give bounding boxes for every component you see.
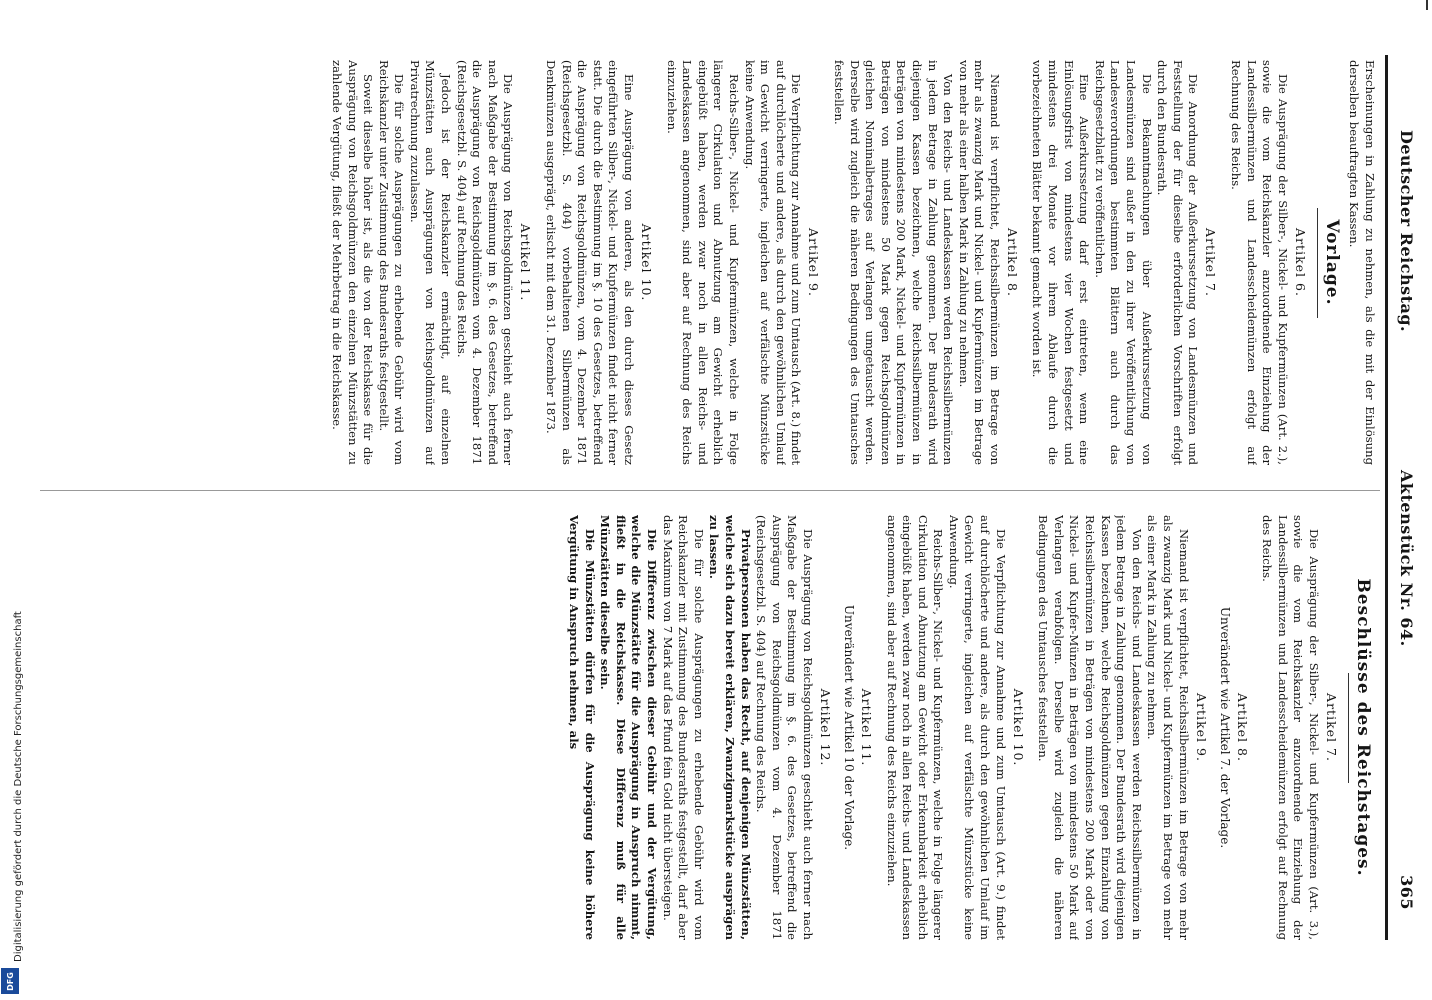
header-rule bbox=[1385, 55, 1388, 940]
article-paragraph: Von den Reichs- und Landeskassen werden Reichssilbermünzen in jedem Betrage in Zahlung genommen. Der Bundesrath wird diejenigen Kassen bezeichnen, welche Reichsgoldmünzen gegen Einzahlung von Reichssilbermünzen in Beträgen von mindestens 200 Mark oder von Nickel- und Kupfer-Münzen in Beträgen von mindestens 50 Mark auf Verlangen verabfolgen. Derselbe wird zugleich die näheren Bedingungen des Umtausches feststellen. bbox=[1036, 515, 1144, 940]
article-heading: Artikel 11. bbox=[858, 688, 874, 767]
article-paragraph: Reichs-Silber-, Nickel- und Kupfermünzen, welche in Folge längerer Cirkulation und Abnutzung am Gewicht erheblich eingebüßt haben, werden zwar noch in allen Reichs- und Landeskassen angenommen, sind aber auf Rechnung des Reichs einzuziehen. bbox=[664, 60, 741, 465]
left-title-rule bbox=[1317, 208, 1318, 318]
article-paragraph: Die Ausprägung der Silber-, Nickel- und Kupfermünzen (Art. 2.), sowie die vom Reichskanzler anzuordnende Einziehung der Landessilbermünzen und Landesscheidemünzen erfolgt auf Rechnung des Reichs. bbox=[1229, 60, 1290, 465]
article-paragraph: Die Verpflichtung zur Annahme und zum Umtausch (Art. 8.) findet auf durchlöcherte und andere, als durch den gewöhnlichen Umlauf im Gewicht verringerte, ingleichen auf verfälschte Münzstücke keine Anwendung. bbox=[742, 60, 804, 465]
left-articles bbox=[328, 60, 1307, 465]
article-heading: Artikel 6. bbox=[1292, 228, 1308, 297]
article-heading: Artikel 7. bbox=[1203, 228, 1219, 297]
article-paragraph: Soweit dieselbe höher ist, als die von der Reichskasse für die Ausprägung von Reichsgoldmünzen den einzelnen Münzstätten zu zahlende Vergütung, fließt der Mehrbetrag in die Reichskasse. bbox=[329, 60, 376, 465]
article-paragraph: Die Ausprägung von Reichsgoldmünzen geschieht auch ferner nach Maßgabe der Bestimmung im §. 6. des Gesetzes, betreffend die Ausprägung von Reichsgoldmünzen vom 4. Dezember 1871 (Reichsgesetzbl. S. 404) auf Rechnung des Reichs. bbox=[754, 515, 815, 940]
left-intro: Erscheinungen in Zahlung zu nehmen, als die mit der Einlösung derselben beauftragten Kassen. bbox=[1347, 60, 1377, 465]
article-paragraph: Eine Ausprägung von anderen, als den durch dieses Gesetz eingeführten Silber-, Nickel- und Kupfermünzen findet nicht ferner statt. Die durch die Bestimmung im §. 10 des Gesetzes, betreffend die Ausprägung von Reichsgoldmünzen, vom 4. Dezember 1871 (Reichsgesetzbl. S. 404) vorbehaltenen Silbermünzen als Denkmünzen ausgeprägt, erlischt mit dem 31. Dezember 1873. bbox=[544, 60, 637, 465]
article-heading: Artikel 9. bbox=[1193, 693, 1209, 762]
article-paragraph: Eine Außerkurssetzung darf erst eintreten, wenn eine Einlösungsfrist von mindestens vier Wochen festgesetzt und mindestens drei Monate vor ihrem Ablaufe durch die vorbezeichneten Blätter bekannt gemacht worden ist. bbox=[1030, 60, 1092, 465]
article-paragraph: Die Bekanntmachungen über Außerkurssetzung von Landesmünzen sind außer in den zu ihrer Veröffentlichung von Landesverordnungen bestimmten Blättern auch durch das Reichsgesetzblatt zu veröffentlichen. bbox=[1092, 60, 1154, 465]
page-number: 365 bbox=[1397, 875, 1416, 910]
dfg-logo-text: DFG bbox=[5, 971, 15, 991]
footer-strip bbox=[0, 0, 24, 1000]
article-paragraph: Privatpersonen haben das Recht, auf denjenigen Münzstätten, welche sich dazu bereit erklären, Zwanzigmarkstücke ausprägen zu lassen. bbox=[707, 515, 753, 940]
article-paragraph: Die Verpflichtung zur Annahme und zum Umtausch (Art. 9.) findet auf durchlöcherte und andere, als durch den gewöhnlichen Umlauf im Gewicht verringerte, ingleichen auf verfälschte Münzstücke keine Anwendung. bbox=[946, 515, 1008, 940]
column-vorlage bbox=[40, 60, 1377, 465]
article-heading: Artikel 10. bbox=[1010, 688, 1026, 767]
article-paragraph: Niemand ist verpflichtet, Reichssilbermünzen im Betrage von mehr als zwanzig Mark und Nickel- und Kupfermünzen im Betrage von mehr als einer halben Mark in Zahlung zu nehmen. bbox=[956, 60, 1002, 465]
header-left: Deutscher Reichstag. bbox=[1397, 130, 1416, 333]
article-paragraph: Reichs-Silber-, Nickel- und Kupfermünzen, welche in Folge längerer Cirkulation und Abnutzung am Gewicht oder Erkennbarkeit erheblich eingebüßt haben, werden zwar noch in allen Reichs- und Landeskassen angenommen, sind aber auf Rechnung des Reichs einzuziehen. bbox=[884, 515, 946, 940]
scan-mark bbox=[1426, 0, 1428, 10]
article-heading: Artikel 8. bbox=[1004, 228, 1020, 297]
right-column-title: Beschlüsse des Reichstages. bbox=[1353, 578, 1373, 877]
header-center: Aktenstück Nr. 64. bbox=[1397, 470, 1416, 647]
article-heading: Artikel 10. bbox=[639, 223, 655, 302]
article-paragraph: Unverändert wie Artikel 10 der Vorlage. bbox=[841, 604, 856, 851]
article-heading: Artikel 12. bbox=[817, 688, 833, 767]
article-paragraph: Jedoch ist der Reichskanzler ermächtigt, auf einzelnen Münzstätten auch Ausprägungen von Reichsgoldmünzen auf Privatrechnung zuzulassen. bbox=[407, 60, 454, 465]
article-heading: Artikel 9. bbox=[806, 228, 822, 297]
left-column-title: Vorlage. bbox=[1321, 219, 1342, 306]
article-heading: Artikel 8. bbox=[1234, 693, 1250, 762]
column-divider bbox=[40, 490, 1380, 491]
article-paragraph: Die Münzstätten dürfen für die Ausprägung keine höhere Vergütung in Anspruch nehmen, als bbox=[567, 515, 597, 940]
article-heading: Artikel 7. bbox=[1324, 693, 1339, 762]
column-beschluesse bbox=[40, 515, 1377, 940]
article-paragraph: Die Ausprägung der Silber-, Nickel- und Kupfermünzen (Art. 3.), sowie die vom Reichskanzler anzuordnende Einziehung der Landessilbermünzen und Landesscheidemünzen erfolgt auf Rechnung des Reichs. bbox=[1260, 515, 1321, 940]
article-paragraph: Von den Reichs- und Landeskassen werden Reichssilbermünzen in jedem Betrage in Zahlung genommen. Der Bundesrath wird diejenigen Kassen bezeichnen, welche Reichssilbermünzen in Beträgen von mindestens 200 Mark, Nickel- und Kupfermünzen in Beträgen von mindestens 50 Mark gegen Reichsgoldmünzen gleichen Nominalbetrages auf Verlangen umgetauscht werden. Derselbe wird zugleich die näheren Bedingungen des Umtausches feststellen. bbox=[831, 60, 956, 465]
article-heading: Artikel 11. bbox=[518, 223, 534, 302]
article-paragraph: Die Anordnung der Außerkurssetzung von Landesmünzen und Feststellung der für dieselbe erforderlichen Vorschriften erfolgt durch den Bundesrath. bbox=[1155, 60, 1201, 465]
article-paragraph: Die für solche Ausprägungen zu erhebende Gebühr wird vom Reichskanzler mit Zustimmung des Bundesraths festgestellt, darf aber das Maximum von 7 Mark auf das Pfund fein Gold nicht übersteigen. bbox=[660, 515, 706, 940]
right-title-rule bbox=[1348, 673, 1349, 783]
right-articles bbox=[565, 515, 1339, 940]
article-paragraph: Die Ausprägung von Reichsgoldmünzen geschieht auch ferner nach Maßgabe der Bestimmung im §. 6. des Gesetzes, betreffend die Ausprägung von Reichsgoldmünzen vom 4. Dezember 1871 (Reichsgesetzbl. S. 404) auf Rechnung des Reichs. bbox=[454, 60, 516, 465]
dfg-logo bbox=[1, 968, 19, 994]
footer-credit: Digitalisierung gefördert durch die Deutsche Forschungsgemeinschaft bbox=[13, 611, 24, 962]
article-paragraph: Niemand ist verpflichtet, Reichssilbermünzen im Betrage von mehr als zwanzig Mark und Nickel- und Kupfermünzen im Betrage von mehr als einer Mark in Zahlung zu nehmen. bbox=[1145, 515, 1191, 940]
article-paragraph: Unverändert wie Artikel 7. der Vorlage. bbox=[1217, 606, 1232, 849]
article-paragraph: Die für solche Ausprägungen zu erhebende Gebühr wird vom Reichskanzler unter Zustimmung des Bundesraths festgestellt. bbox=[376, 60, 407, 465]
article-paragraph: Die Differenz zwischen dieser Gebühr und der Vergütung, welche die Münzstätte für die Ausprägung in Anspruch nimmt, fließt in die Reichskasse. Diese Differenz muß für alle Münzstätten dieselbe sein. bbox=[598, 515, 659, 940]
